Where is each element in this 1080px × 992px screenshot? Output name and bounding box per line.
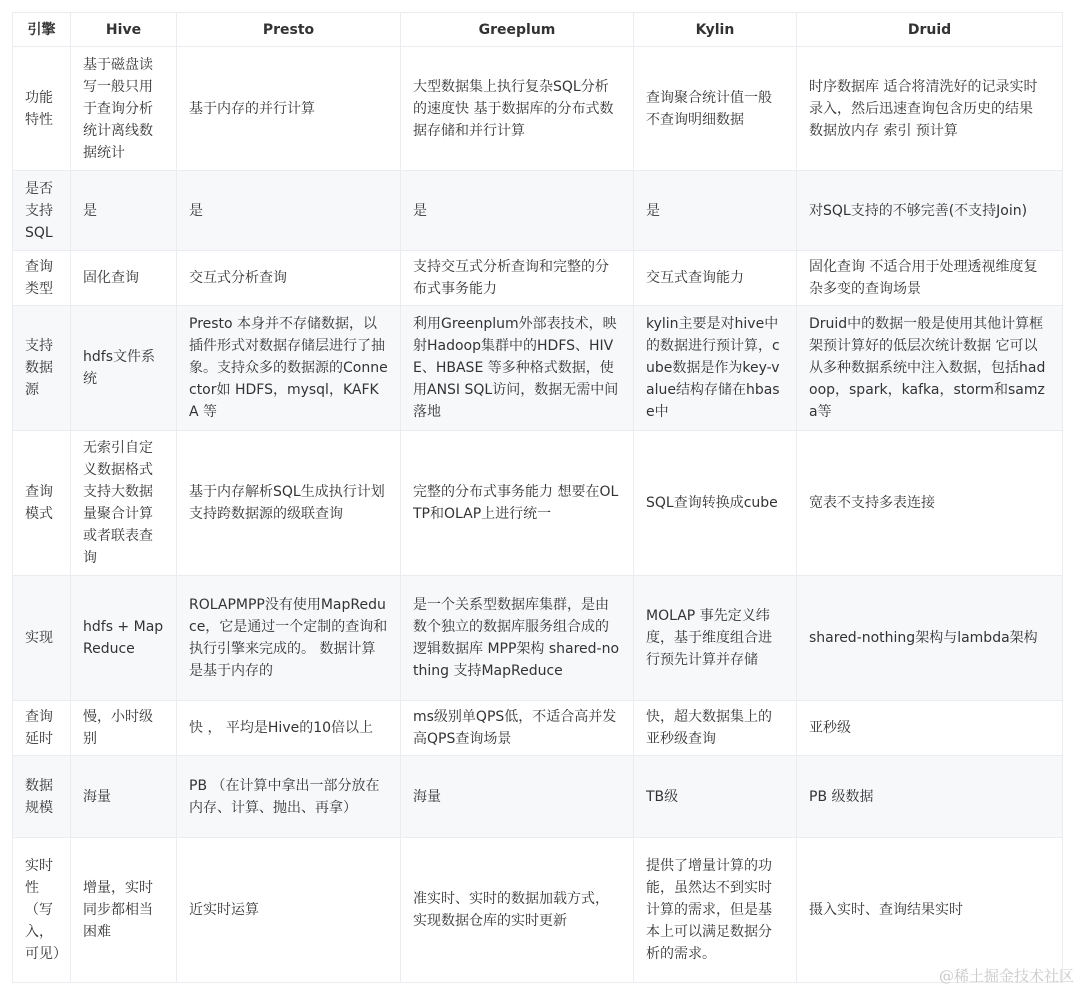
row-label: 数据规模: [13, 756, 71, 838]
table-row: [13, 306, 1063, 431]
header-row: [13, 13, 1063, 47]
table-cell: SQL查询转换成cube: [634, 431, 797, 576]
table-cell: ms级别单QPS低，不适合高并发高QPS查询场景: [401, 701, 634, 756]
table-cell: 利用Greenplum外部表技术，映射Hadoop集群中的HDFS、HIVE、HBASE 等多种格式数据，使用ANSI SQL访问，数据无需中间落地: [401, 306, 634, 431]
header-druid: Druid: [797, 13, 1063, 47]
table-row: [13, 431, 1063, 576]
row-label: 是否支持SQL: [13, 171, 71, 251]
table-cell: 是: [177, 171, 401, 251]
table-cell: Druid中的数据一般是使用其他计算框架预计算好的低层次统计数据 它可以从多种数据系统中注入数据，包括hadoop，spark，kafka，storm和samza等: [797, 306, 1063, 431]
table-cell: MOLAP 事先定义纬度，基于维度组合进行预先计算并存储: [634, 576, 797, 701]
table-cell: hdfs + Map Reduce: [71, 576, 177, 701]
table-cell: PB （在计算中拿出一部分放在内存、计算、抛出、再拿）: [177, 756, 401, 838]
table-row: [13, 251, 1063, 306]
table-cell: 海量: [401, 756, 634, 838]
row-label: 功能特性: [13, 47, 71, 171]
table-cell: 对SQL支持的不够完善(不支持Join): [797, 171, 1063, 251]
table-cell: 交互式查询能力: [634, 251, 797, 306]
table-cell: 快 ， 平均是Hive的10倍以上: [177, 701, 401, 756]
table-cell: PB 级数据: [797, 756, 1063, 838]
table-cell: 查询聚合统计值一般不查询明细数据: [634, 47, 797, 171]
row-label: 实时性（写入，可见）: [13, 838, 71, 983]
header-kylin: Kylin: [634, 13, 797, 47]
table-cell: 增量，实时同步都相当困难: [71, 838, 177, 983]
table-row: [13, 576, 1063, 701]
engine-comparison-table: [12, 12, 1063, 983]
table-cell: 亚秒级: [797, 701, 1063, 756]
table-cell: 摄入实时、查询结果实时: [797, 838, 1063, 983]
table-cell: 是: [401, 171, 634, 251]
table-cell: 支持交互式分析查询和完整的分布式事务能力: [401, 251, 634, 306]
table-cell: 宽表不支持多表连接: [797, 431, 1063, 576]
table-cell: 固化查询 不适合用于处理透视维度复杂多变的查询场景: [797, 251, 1063, 306]
row-label: 查询延时: [13, 701, 71, 756]
header-engine: 引擎: [13, 13, 71, 47]
table-cell: 基于磁盘读写一般只用于查询分析统计离线数据统计: [71, 47, 177, 171]
header-greeplum: Greeplum: [401, 13, 634, 47]
table-cell: hdfs文件系统: [71, 306, 177, 431]
table-cell: 基于内存解析SQL生成执行计划 支持跨数据源的级联查询: [177, 431, 401, 576]
table-cell: 快，超大数据集上的亚秒级查询: [634, 701, 797, 756]
table-cell: 是: [71, 171, 177, 251]
table-cell: 准实时、实时的数据加载方式，实现数据仓库的实时更新: [401, 838, 634, 983]
table-cell: 是: [634, 171, 797, 251]
header-presto: Presto: [177, 13, 401, 47]
table-row: [13, 47, 1063, 171]
table-cell: 时序数据库 适合将清洗好的记录实时录入，然后迅速查询包含历史的结果 数据放内存 索引 预计算: [797, 47, 1063, 171]
table-cell: 是一个关系型数据库集群，是由数个独立的数据库服务组合成的逻辑数据库 MPP架构 shared-nothing 支持MapReduce: [401, 576, 634, 701]
table-row: [13, 756, 1063, 838]
table-cell: ROLAPMPP没有使用MapReduce，它是通过一个定制的查询和执行引擎来完成的。 数据计算是基于内存的: [177, 576, 401, 701]
row-label: 查询模式: [13, 431, 71, 576]
row-label: 实现: [13, 576, 71, 701]
table-cell: Presto 本身并不存储数据，以插件形式对数据存储层进行了抽象。支持众多的数据源的Connector如 HDFS，mysql，KAFKA 等: [177, 306, 401, 431]
table-cell: 无索引自定义数据格式支持大数据量聚合计算或者联表查询: [71, 431, 177, 576]
table-cell: 提供了增量计算的功能，虽然达不到实时计算的需求，但是基本上可以满足数据分析的需求。: [634, 838, 797, 983]
table-cell: shared-nothing架构与lambda架构: [797, 576, 1063, 701]
table-cell: 大型数据集上执行复杂SQL分析的速度快 基于数据库的分布式数据存储和并行计算: [401, 47, 634, 171]
row-label: 查询类型: [13, 251, 71, 306]
table-cell: 固化查询: [71, 251, 177, 306]
table-cell: 基于内存的并行计算: [177, 47, 401, 171]
table-cell: 海量: [71, 756, 177, 838]
table-cell: TB级: [634, 756, 797, 838]
watermark: @稀土掘金技术社区: [938, 967, 1074, 985]
table-cell: 交互式分析查询: [177, 251, 401, 306]
row-label: 支持数据源: [13, 306, 71, 431]
table-cell: 近实时运算: [177, 838, 401, 983]
table-cell: kylin主要是对hive中的数据进行预计算，cube数据是作为key-value结构存储在hbase中: [634, 306, 797, 431]
table-row: [13, 701, 1063, 756]
table-row: [13, 171, 1063, 251]
header-hive: Hive: [71, 13, 177, 47]
table-cell: 完整的分布式事务能力 想要在OLTP和OLAP上进行统一: [401, 431, 634, 576]
table-row: [13, 838, 1063, 983]
table-cell: 慢，小时级别: [71, 701, 177, 756]
